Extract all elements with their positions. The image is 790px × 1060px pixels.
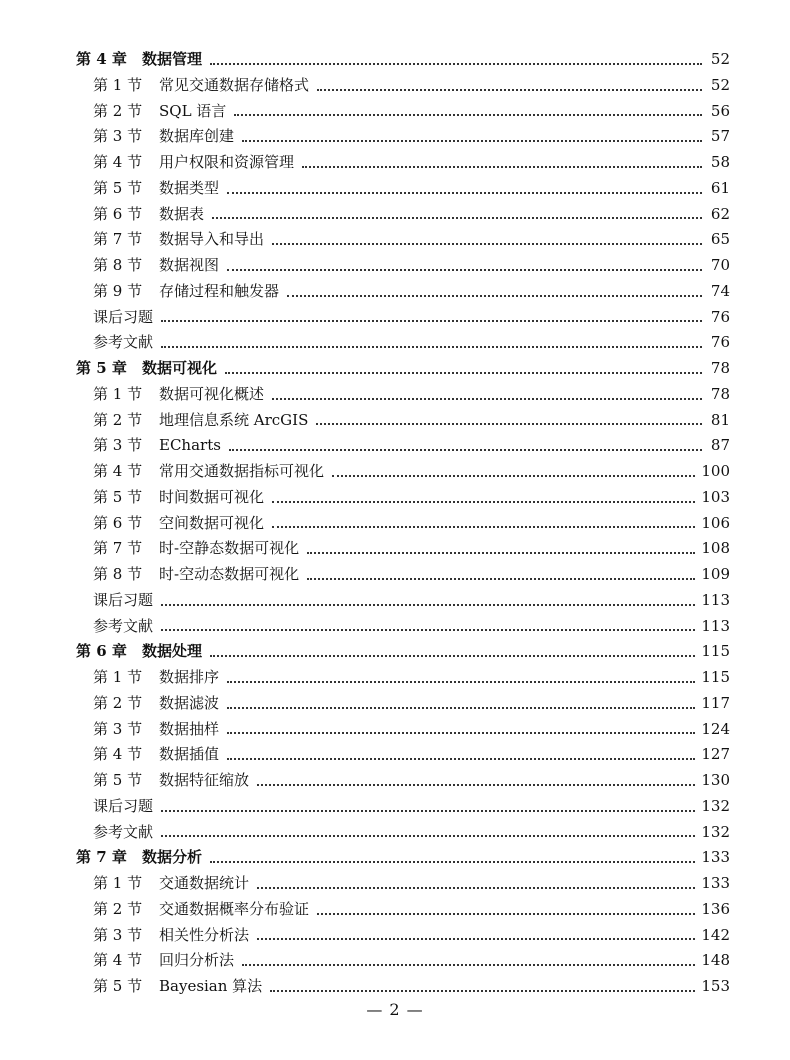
toc-entry-number: 第 7 节 (93, 539, 143, 558)
dot-leader (161, 320, 702, 322)
dot-leader (161, 604, 695, 606)
toc-entry-number: 第 5 节 (93, 771, 143, 789)
toc-entry-page: 58 (710, 153, 730, 171)
toc-entry-title: 数据可视化 (142, 359, 218, 377)
toc-entry-page: 136 (701, 899, 730, 918)
toc-entry-title: SQL 语言 (159, 101, 227, 120)
toc-entry-number: 第 6 节 (93, 513, 143, 532)
dot-leader (257, 887, 695, 889)
toc-entry-title: 交通数据统计 (159, 874, 250, 892)
toc-entry-number: 第 5 章 (76, 359, 127, 377)
dot-leader (302, 166, 702, 168)
toc-entry-page: 130 (701, 771, 730, 789)
toc-entry-number: 第 2 节 (93, 899, 143, 918)
toc-entry-page: 87 (710, 436, 730, 455)
toc-entry-title: 数据特征缩放 (159, 771, 250, 789)
dot-leader (234, 114, 702, 116)
toc-entry-title: 数据抽样 (159, 719, 220, 738)
dot-leader (212, 217, 702, 219)
toc-entry-number: 第 3 节 (93, 127, 143, 146)
toc-entry-title: 数据类型 (159, 178, 220, 197)
toc-entry-title: 数据视图 (159, 256, 220, 274)
toc-section-row[interactable] (0, 459, 730, 485)
dot-leader (317, 89, 702, 91)
toc-section-row[interactable] (0, 717, 730, 743)
toc-section-row[interactable] (0, 871, 730, 897)
toc-entry-page: 133 (701, 848, 730, 867)
toc-entry-number: 第 4 章 (76, 50, 127, 68)
toc-section-row[interactable] (0, 897, 730, 923)
toc-entry-page: 81 (710, 410, 730, 429)
toc-entry-page: 113 (701, 590, 730, 609)
toc-entry-number: 第 4 节 (93, 745, 143, 764)
toc-misc-row[interactable] (0, 820, 730, 846)
toc-entry-page: 78 (710, 359, 730, 377)
toc-section-row[interactable] (0, 150, 730, 176)
dot-leader (270, 990, 695, 992)
dot-leader (229, 449, 702, 451)
toc-chapter-row[interactable] (0, 845, 730, 871)
toc-chapter-row[interactable] (0, 639, 730, 665)
toc-entry-title: 参考文献 (93, 333, 154, 352)
toc-entry-page: 148 (701, 951, 730, 970)
toc-misc-row[interactable] (0, 305, 730, 331)
toc-entry-title: 交通数据概率分布验证 (159, 899, 310, 918)
toc-entry-number: 第 5 节 (93, 487, 143, 506)
toc-entry-title: 回归分析法 (159, 951, 235, 970)
toc-entry-title: 空间数据可视化 (159, 513, 265, 532)
toc-entry-number: 第 3 节 (93, 436, 143, 455)
toc-section-row[interactable] (0, 691, 730, 717)
toc-entry-title: 参考文献 (93, 616, 154, 635)
toc-entry-number: 第 1 节 (93, 668, 143, 686)
toc-entry-number: 第 3 节 (93, 719, 143, 738)
toc-entry-title: 数据排序 (159, 668, 220, 686)
toc-entry-page: 61 (710, 178, 730, 197)
toc-entry-page: 117 (701, 693, 730, 712)
toc-section-row[interactable] (0, 202, 730, 228)
toc-entry-number: 第 4 节 (93, 153, 143, 171)
dot-leader (161, 835, 695, 837)
dot-leader (317, 913, 695, 915)
toc-entry-page: 124 (701, 719, 730, 738)
toc-chapter-row[interactable] (0, 356, 730, 382)
toc-entry-title: 数据导入和导出 (159, 230, 265, 249)
toc-entry-title: 用户权限和资源管理 (159, 153, 295, 171)
toc-section-row[interactable] (0, 948, 730, 974)
dot-leader (227, 707, 695, 709)
dot-leader (332, 475, 695, 477)
toc-entry-page: 65 (710, 230, 730, 249)
dot-leader (227, 732, 695, 734)
dot-leader (210, 655, 695, 657)
toc-section-row[interactable] (0, 974, 730, 1000)
dot-leader (227, 269, 702, 271)
toc-entry-number: 第 6 节 (93, 204, 143, 223)
toc-entry-title: 时间数据可视化 (159, 487, 265, 506)
toc-section-row[interactable] (0, 433, 730, 459)
toc-entry-number: 第 7 章 (76, 848, 127, 867)
toc-entry-page: 56 (710, 101, 730, 120)
toc-section-row[interactable] (0, 124, 730, 150)
toc-section-row[interactable] (0, 923, 730, 949)
toc-entry-page: 132 (701, 796, 730, 815)
toc-entry-number: 第 5 节 (93, 178, 143, 197)
toc-entry-number: 第 4 节 (93, 462, 143, 480)
toc-section-row[interactable] (0, 511, 730, 537)
toc-entry-title: 课后习题 (93, 590, 154, 609)
dot-leader (272, 398, 702, 400)
toc-entry-title: 存储过程和触发器 (159, 281, 280, 300)
toc-section-row[interactable] (0, 665, 730, 691)
toc-entry-title: 相关性分析法 (159, 925, 250, 944)
toc-entry-number: 第 1 节 (93, 384, 143, 403)
toc-entry-page: 100 (701, 462, 730, 480)
toc-entry-page: 108 (701, 539, 730, 558)
toc-entry-number: 第 4 节 (93, 951, 143, 970)
toc-entry-number: 第 2 节 (93, 410, 143, 429)
toc-entry-page: 57 (710, 127, 730, 146)
toc-entry-title: 地理信息系统 ArcGIS (159, 410, 309, 429)
dot-leader (161, 629, 695, 631)
toc-entry-title: 课后习题 (93, 796, 154, 815)
dot-leader (242, 964, 695, 966)
toc-entry-title: 数据处理 (142, 642, 203, 661)
toc-section-row[interactable] (0, 99, 730, 125)
dot-leader (161, 810, 695, 812)
toc-entry-page: 74 (710, 281, 730, 300)
dot-leader (227, 758, 695, 760)
toc-section-row[interactable] (0, 279, 730, 305)
toc-section-row[interactable] (0, 536, 730, 562)
toc-entry-title: Bayesian 算法 (159, 977, 263, 995)
toc-entry-page: 52 (710, 75, 730, 94)
dot-leader (257, 938, 695, 940)
toc-entry-page: 127 (701, 745, 730, 764)
toc-entry-title: 常用交通数据指标可视化 (159, 462, 325, 480)
dot-leader (272, 243, 702, 245)
toc-entry-page: 52 (710, 50, 730, 68)
toc-chapter-row[interactable] (0, 47, 730, 73)
toc-entry-title: 数据可视化概述 (159, 384, 265, 403)
toc-section-row[interactable] (0, 742, 730, 768)
toc-entry-title: 数据管理 (142, 50, 203, 68)
toc-section-row[interactable] (0, 408, 730, 434)
toc-entry-title: 数据滤波 (159, 693, 220, 712)
toc-section-row[interactable] (0, 562, 730, 588)
toc-entry-title: ECharts (159, 436, 221, 455)
dot-leader (227, 192, 702, 194)
toc-section-row[interactable] (0, 382, 730, 408)
toc-entry-number: 第 1 节 (93, 75, 143, 94)
toc-section-row[interactable] (0, 227, 730, 253)
toc-entry-page: 62 (710, 204, 730, 223)
toc-entry-page: 103 (701, 487, 730, 506)
dot-leader (272, 501, 695, 503)
toc-entry-page: 153 (701, 977, 730, 995)
toc-section-row[interactable] (0, 485, 730, 511)
dot-leader (227, 681, 695, 683)
toc-misc-row[interactable] (0, 794, 730, 820)
toc-misc-row[interactable] (0, 588, 730, 614)
toc-section-row[interactable] (0, 73, 730, 99)
toc-entry-page: 115 (701, 668, 730, 686)
toc-entry-title: 课后习题 (93, 307, 154, 326)
toc-entry-page: 76 (710, 333, 730, 352)
toc-entry-page: 106 (701, 513, 730, 532)
toc-entry-number: 第 6 章 (76, 642, 127, 661)
toc-entry-page: 78 (710, 384, 730, 403)
toc-entry-page: 115 (701, 642, 730, 661)
dot-leader (225, 372, 702, 374)
dot-leader (316, 423, 702, 425)
toc-entry-number: 第 2 节 (93, 101, 143, 120)
toc-entry-number: 第 7 节 (93, 230, 143, 249)
toc-entry-title: 时-空动态数据可视化 (159, 565, 300, 583)
dot-leader (242, 140, 702, 142)
dot-leader (287, 295, 702, 297)
page-number-footer: — 2 — (366, 1000, 424, 1019)
dot-leader (307, 578, 695, 580)
toc-section-row[interactable] (0, 253, 730, 279)
dot-leader (210, 861, 695, 863)
toc-entry-title: 参考文献 (93, 822, 154, 841)
toc-entry-title: 数据分析 (142, 848, 203, 867)
toc-entry-number: 第 5 节 (93, 977, 143, 995)
toc-entry-page: 132 (701, 822, 730, 841)
toc-section-row[interactable] (0, 176, 730, 202)
dot-leader (307, 552, 695, 554)
toc-entry-number: 第 9 节 (93, 281, 143, 300)
toc-entry-number: 第 3 节 (93, 925, 143, 944)
dot-leader (161, 346, 702, 348)
toc-entry-number: 第 2 节 (93, 693, 143, 712)
table-of-contents (0, 47, 790, 1000)
toc-entry-page: 133 (701, 874, 730, 892)
toc-entry-title: 时-空静态数据可视化 (159, 539, 300, 558)
toc-entry-page: 70 (710, 256, 730, 274)
dot-leader (210, 63, 702, 65)
toc-entry-page: 113 (701, 616, 730, 635)
toc-misc-row[interactable] (0, 614, 730, 640)
toc-entry-title: 数据表 (159, 204, 205, 223)
dot-leader (272, 526, 695, 528)
toc-entry-title: 数据插值 (159, 745, 220, 764)
dot-leader (257, 784, 695, 786)
toc-misc-row[interactable] (0, 330, 730, 356)
toc-entry-page: 109 (701, 565, 730, 583)
toc-entry-number: 第 1 节 (93, 874, 143, 892)
toc-entry-page: 142 (701, 925, 730, 944)
toc-entry-page: 76 (710, 307, 730, 326)
toc-section-row[interactable] (0, 768, 730, 794)
toc-entry-title: 常见交通数据存储格式 (159, 75, 310, 94)
toc-entry-number: 第 8 节 (93, 565, 143, 583)
toc-entry-number: 第 8 节 (93, 256, 143, 274)
toc-entry-title: 数据库创建 (159, 127, 235, 146)
